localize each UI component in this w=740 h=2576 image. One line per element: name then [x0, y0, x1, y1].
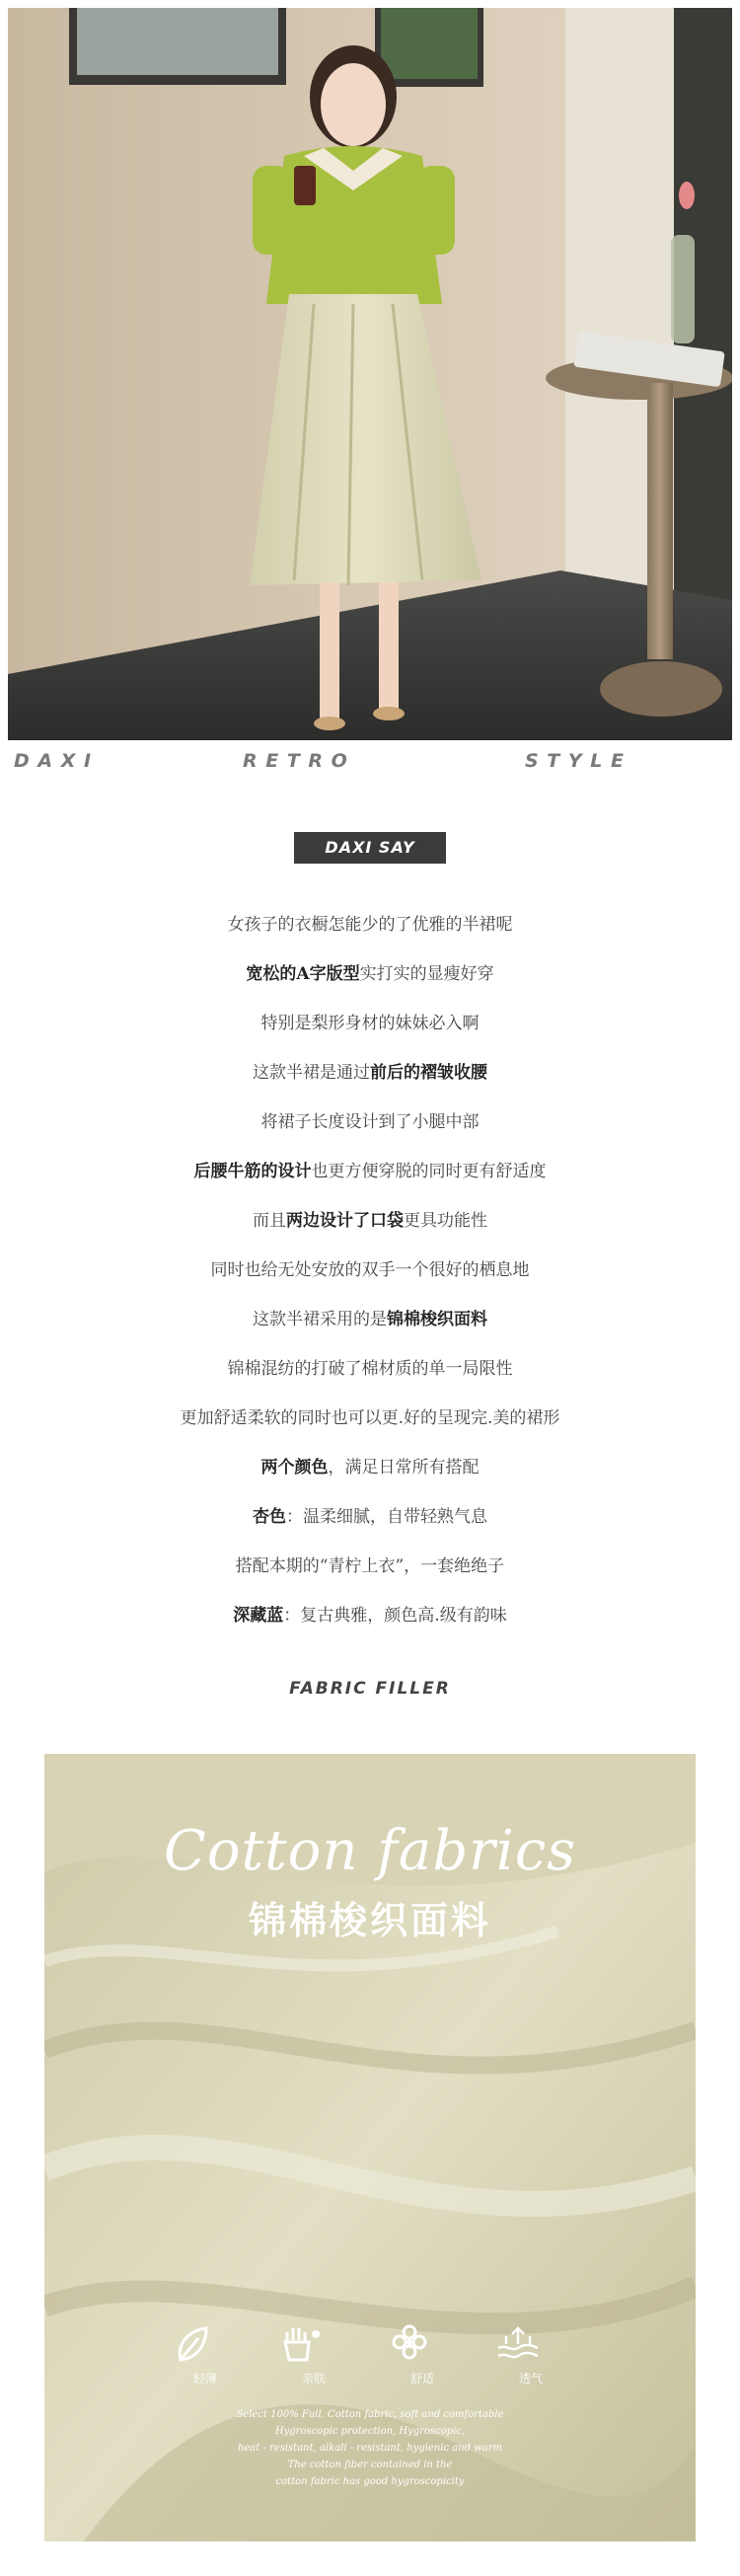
feature-skin-friendly [279, 2324, 348, 2387]
leaf-icon [184, 2324, 227, 2364]
fabric-description-line: Hygroscopic protection, Hygroscopic, [274, 2426, 466, 2437]
feature-comfortable [388, 2324, 457, 2387]
line-text: 将裙子长度设计到了小腿中部 [260, 1112, 480, 1132]
fabric-description-line: The cotton fiber contained in the [287, 2460, 453, 2470]
line-highlight: 两个颜色 [260, 1458, 329, 1477]
fabric-title-english: Cotton fabrics [164, 1819, 576, 1883]
hand-icon [292, 2324, 335, 2364]
feature-breathable [496, 2324, 565, 2387]
fabric-filler-heading: FABRIC FILLER [289, 1679, 451, 1699]
airflow-icon [509, 2324, 553, 2364]
line-text: 也更方便穿脱的同时更有舒适度 [311, 1162, 547, 1181]
description-line [0, 1542, 740, 1591]
description-line [0, 1048, 740, 1098]
description-line [0, 999, 740, 1048]
line-highlight: 后腰牛筋的设计 [193, 1162, 312, 1181]
fabric-description-line: cotton fabric has good hygroscopicity [275, 2476, 465, 2487]
line-text: 实打实的显瘦好穿 [359, 964, 494, 984]
line-text: 更具功能性 [404, 1211, 487, 1231]
tagline-word-2: R E T R O [243, 750, 348, 772]
line-text: 而且 [253, 1211, 286, 1231]
line-text: 这款半裙采用的是 [253, 1310, 387, 1329]
description-line [0, 1492, 740, 1542]
feature-label: 舒适 [409, 2372, 434, 2386]
description-line [0, 1591, 740, 1640]
fabric-description-line: heat - resistant, alkali - resistant, hygienic and warm [237, 2443, 503, 2454]
description-line [0, 1147, 740, 1196]
fabric-description-line: Select 100% Full. Cotton fabric, soft and comfortable [236, 2409, 504, 2420]
product-description [0, 900, 740, 1640]
flower-icon [401, 2324, 444, 2364]
line-text: 这款半裙是通过 [253, 1063, 370, 1083]
tagline-word-1: D A X I [14, 750, 93, 772]
description-line [0, 1344, 740, 1394]
tagline-word-3: S T Y L E [525, 750, 625, 772]
line-highlight: 深藏蓝 [233, 1606, 284, 1626]
line-highlight: 前后的褶皱收腰 [370, 1063, 487, 1083]
description-line [0, 900, 740, 949]
feature-lightweight [171, 2324, 240, 2387]
model-photo-illustration [8, 8, 732, 740]
line-text: 特别是梨形身材的妹妹必入啊 [260, 1014, 480, 1033]
daxi-say-badge: DAXI SAY [294, 832, 446, 864]
line-text: 同时也给无处安放的双手一个很好的栖息地 [210, 1260, 530, 1280]
line-text: 锦棉混纺的打破了棉材质的单一局限性 [227, 1359, 513, 1379]
model-photo [8, 8, 732, 740]
fabric-title-chinese: 锦棉梭织面料 [248, 1899, 491, 1942]
retro-style-tagline [0, 750, 740, 776]
feature-label: 亲肤 [301, 2372, 326, 2386]
description-line [0, 1098, 740, 1147]
feature-label: 轻薄 [192, 2372, 217, 2386]
description-line [0, 949, 740, 999]
line-text: 搭配本期的“青柠上衣”，一套绝绝子 [235, 1556, 505, 1576]
line-text: ：复古典雅，颜色高.级有韵味 [283, 1606, 507, 1626]
line-text: ，满足日常所有搭配 [328, 1458, 480, 1477]
line-highlight: 锦棉梭织面料 [387, 1310, 487, 1329]
description-line [0, 1196, 740, 1246]
fabric-photo [44, 1754, 696, 2541]
line-highlight: 宽松的A字版型 [246, 964, 360, 984]
line-text: 女孩子的衣橱怎能少的了优雅的半裙呢 [227, 915, 513, 935]
description-line [0, 1443, 740, 1492]
description-line [0, 1246, 740, 1295]
line-highlight: 杏色 [253, 1507, 286, 1527]
line-highlight: 两边设计了口袋 [286, 1211, 404, 1231]
line-text: 更加舒适柔软的同时也可以更.好的呈现完.美的裙形 [180, 1408, 560, 1428]
description-line [0, 1394, 740, 1443]
description-line [0, 1295, 740, 1344]
fabric-description [44, 2406, 696, 2490]
feature-label: 透气 [518, 2372, 543, 2386]
line-text: ：温柔细腻，自带轻熟气息 [286, 1507, 487, 1527]
